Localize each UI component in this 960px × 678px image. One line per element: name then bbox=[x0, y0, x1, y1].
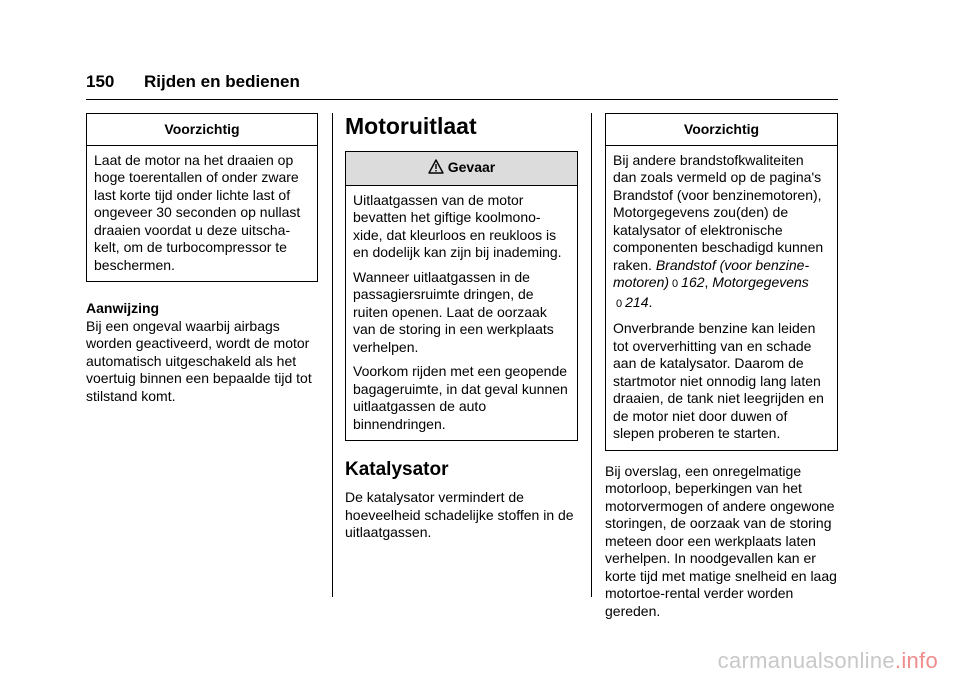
note-text: Bij een ongeval waarbij airbags worden geactiveerd, wordt de motor automatisch uitgeschakeld als het voertuig binnen een bepaalde tijd tot stilstand komt. bbox=[86, 317, 312, 404]
cross-reference-link[interactable]: Motorgegevens bbox=[712, 274, 809, 290]
caution-text: Laat de motor na het draaien op hoge toerentallen of onder zware last korte tijd onder lichte last of ongeveer 30 seconden op nullast draaien voordat u deze uitscha-kelt, om de turbocompressor te beschermen. bbox=[94, 151, 301, 273]
column-divider-2 bbox=[591, 113, 592, 597]
danger-paragraph: Uitlaatgassen van de motor bevatten het giftige koolmono-xide, dat kleurloos en reukloos is en dodelijk kan zijn bij inademing. bbox=[353, 191, 562, 260]
header-rule bbox=[86, 99, 838, 100]
page-number: 150 bbox=[86, 72, 115, 91]
column-right bbox=[605, 113, 838, 620]
caution-box bbox=[86, 113, 318, 282]
malfunction-text: Bij overslag, een onregelmatige motorloop, beperkingen van het motorvermogen of andere ongewone storingen, de oorzaak van de storing meteen door een werkplaats laten verhelpen. In noodgevallen kan er korte tijd met matige snelheid en laag motortoe-rental verder worden gereden. bbox=[605, 462, 837, 619]
watermark-logo: carmanualsonline.info bbox=[717, 648, 938, 673]
column-middle bbox=[345, 113, 578, 542]
cross-reference-link[interactable]: Brandstof (voor benzine-motoren) bbox=[613, 256, 810, 290]
ref-page-number[interactable]: 214 bbox=[625, 293, 649, 310]
caution-title: Voorzichtig bbox=[87, 114, 317, 146]
column-left bbox=[86, 113, 318, 405]
page-header bbox=[86, 72, 300, 92]
caution-box-right bbox=[605, 113, 838, 451]
caution-title-right: Voorzichtig bbox=[606, 114, 837, 146]
warning-triangle-icon bbox=[428, 159, 444, 179]
caution-paragraph: Bij andere brandstofkwaliteiten dan zoals vermeld op de pagina's Brandstof (voor benzinemotoren), Motorgegevens zou(den) de katalysator of elektronische componenten beschadigd kunnen raken. Brandstof (voor benzine-motoren) 0 162, Motorgegevens 0 214. bbox=[613, 151, 824, 310]
danger-paragraph: Voorkom rijden met een geopende bagageruimte, in dat geval kunnen uitlaatgassen de auto binnendringen. bbox=[353, 363, 568, 432]
ref-page-number[interactable]: 162 bbox=[681, 274, 705, 290]
danger-header bbox=[346, 152, 577, 186]
caution-paragraph: Onverbrande benzine kan leiden tot oververhitting van en schade aan de katalysator. Daarom de startmotor niet onnodig lang laten draaien, de tank niet leegrijden en de motor niet door duwen of slepen proberen te starten. bbox=[613, 320, 824, 441]
danger-paragraph: Wanneer uitlaatgassen in de passagiersruimte dringen, de ruiten openen. Laat de oorzaak van de storing in een werkplaats verhelpen. bbox=[353, 268, 554, 355]
danger-title: Gevaar bbox=[447, 159, 496, 175]
caution-text: Bij andere brandstofkwaliteiten dan zoals vermeld op de pagina's Brandstof (voor benzinemotoren), Motorgegevens zou(den) de katalysator of elektronische componenten beschadigd kunnen raken. bbox=[613, 151, 824, 273]
page-ref-icon: 0 bbox=[616, 297, 623, 310]
subsection-heading: Katalysator bbox=[345, 459, 449, 480]
catalyst-text: De katalysator vermindert de hoeveelheid schadelijke stoffen in de uitlaatgassen. bbox=[345, 489, 574, 540]
danger-box bbox=[345, 151, 578, 441]
page-ref-icon: 0 bbox=[672, 278, 679, 290]
note-heading: Aanwijzing bbox=[86, 300, 160, 316]
section-heading: Motoruitlaat bbox=[345, 113, 477, 139]
column-divider-1 bbox=[332, 113, 333, 597]
section-title: Rijden en bedienen bbox=[144, 72, 300, 91]
